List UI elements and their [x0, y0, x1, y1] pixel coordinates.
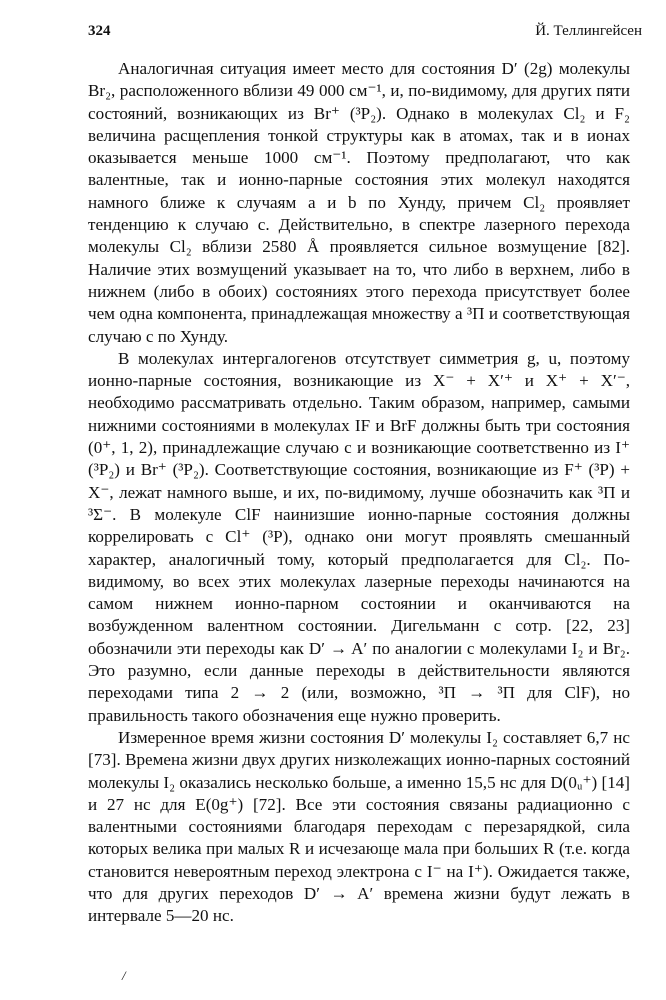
- footer-mark: /: [122, 968, 126, 983]
- running-head: Й. Теллингейсен: [535, 23, 642, 39]
- paragraph-2: В молекулах интергалогенов отсутствует симметрия g, u, поэтому ионно-парные состояния, возникающие из X⁻ + X′⁺ и X⁺ + X′⁻, необходимо рассматривать отдельно. Таким образом, например, самыми нижними состояниями в молекулах IF и BrF должны быть три состояния (0⁺, 1, 2), принадлежащие случаю c и возникающие соответственно из I⁺ (³P₂) и Br⁺ (³P₂). Соответствующие состояния, возникающие из F⁺ (³P) + X⁻, лежат намного выше, и их, по-видимому, лучше обозначить как ³Π и ³Σ⁻. В молекуле ClF наинизшие ионно-парные состояния должны коррелировать с Cl⁺ (³P), однако они могут проявлять смешанный характер, аналогичный тому, который предполагается для Cl₂. По-видимому, во всех этих молекулах лазерные переходы начинаются на самом нижнем ионно-парном состоянии и оканчиваются на возбужденном валентном состоянии. Дигельманн с сотр. [22, 23] обозначили эти переходы как D′ → A′ по аналогии с молекулами I₂ и Br₂. Это разумно, если данные переходы в действительности являются переходами типа 2 → 2 (или, возможно, ³Π → ³Π для ClF), но правильность такого обозначения еще нужно проверить.: [88, 348, 630, 725]
- page-number: 324: [88, 23, 111, 39]
- page-header: [88, 20, 642, 42]
- paragraph-1: Аналогичная ситуация имеет место для состояния D′ (2g) молекулы Br₂, расположенного вблизи 49 000 см⁻¹, и, по-видимому, для других пяти состояний, возникающих из Br⁺ (³P₂). Однако в молекулах Cl₂ и F₂ величина расщепления тонкой структуры как в атомах, так и в ионах оказывается меньше 1000 см⁻¹. Поэтому предполагают, что как валентные, так и ионно-парные состояния этих молекул находятся намного ближе к случаям a и b по Хунду, причем Cl₂ проявляет тенденцию к случаю c. Действительно, в спектре лазерного перехода молекулы Cl₂ вблизи 2580 Å проявляется сильное возмущение [82]. Наличие этих возмущений указывает на то, что либо в верхнем, либо в нижнем (либо в обоих) состояниях этого перехода присутствует более чем одна компонента, принадлежащая множеству a ³Π и соответствующая случаю c по Хунду.: [88, 59, 630, 346]
- body-text: [88, 58, 630, 928]
- paragraph-3: Измеренное время жизни состояния D′ молекулы I₂ составляет 6,7 нс [73]. Времена жизни двух других низколежащих ионно-парных состояний молекулы I₂ оказались несколько больше, а именно 15,5 нс для D(0ᵤ⁺) [14] и 27 нс для E(0g⁺) [72]. Все эти состояния связаны радиационно с валентными состояниями благодаря переходам с перезарядкой, сила которых велика при малых R и исчезающе мала при больших R (т.е. когда становится невероятным переход электрона с I⁻ на I⁺). Ожидается также, что для других переходов D′ → A′ времена жизни будут лежать в интервале 5—20 нс.: [88, 727, 630, 926]
